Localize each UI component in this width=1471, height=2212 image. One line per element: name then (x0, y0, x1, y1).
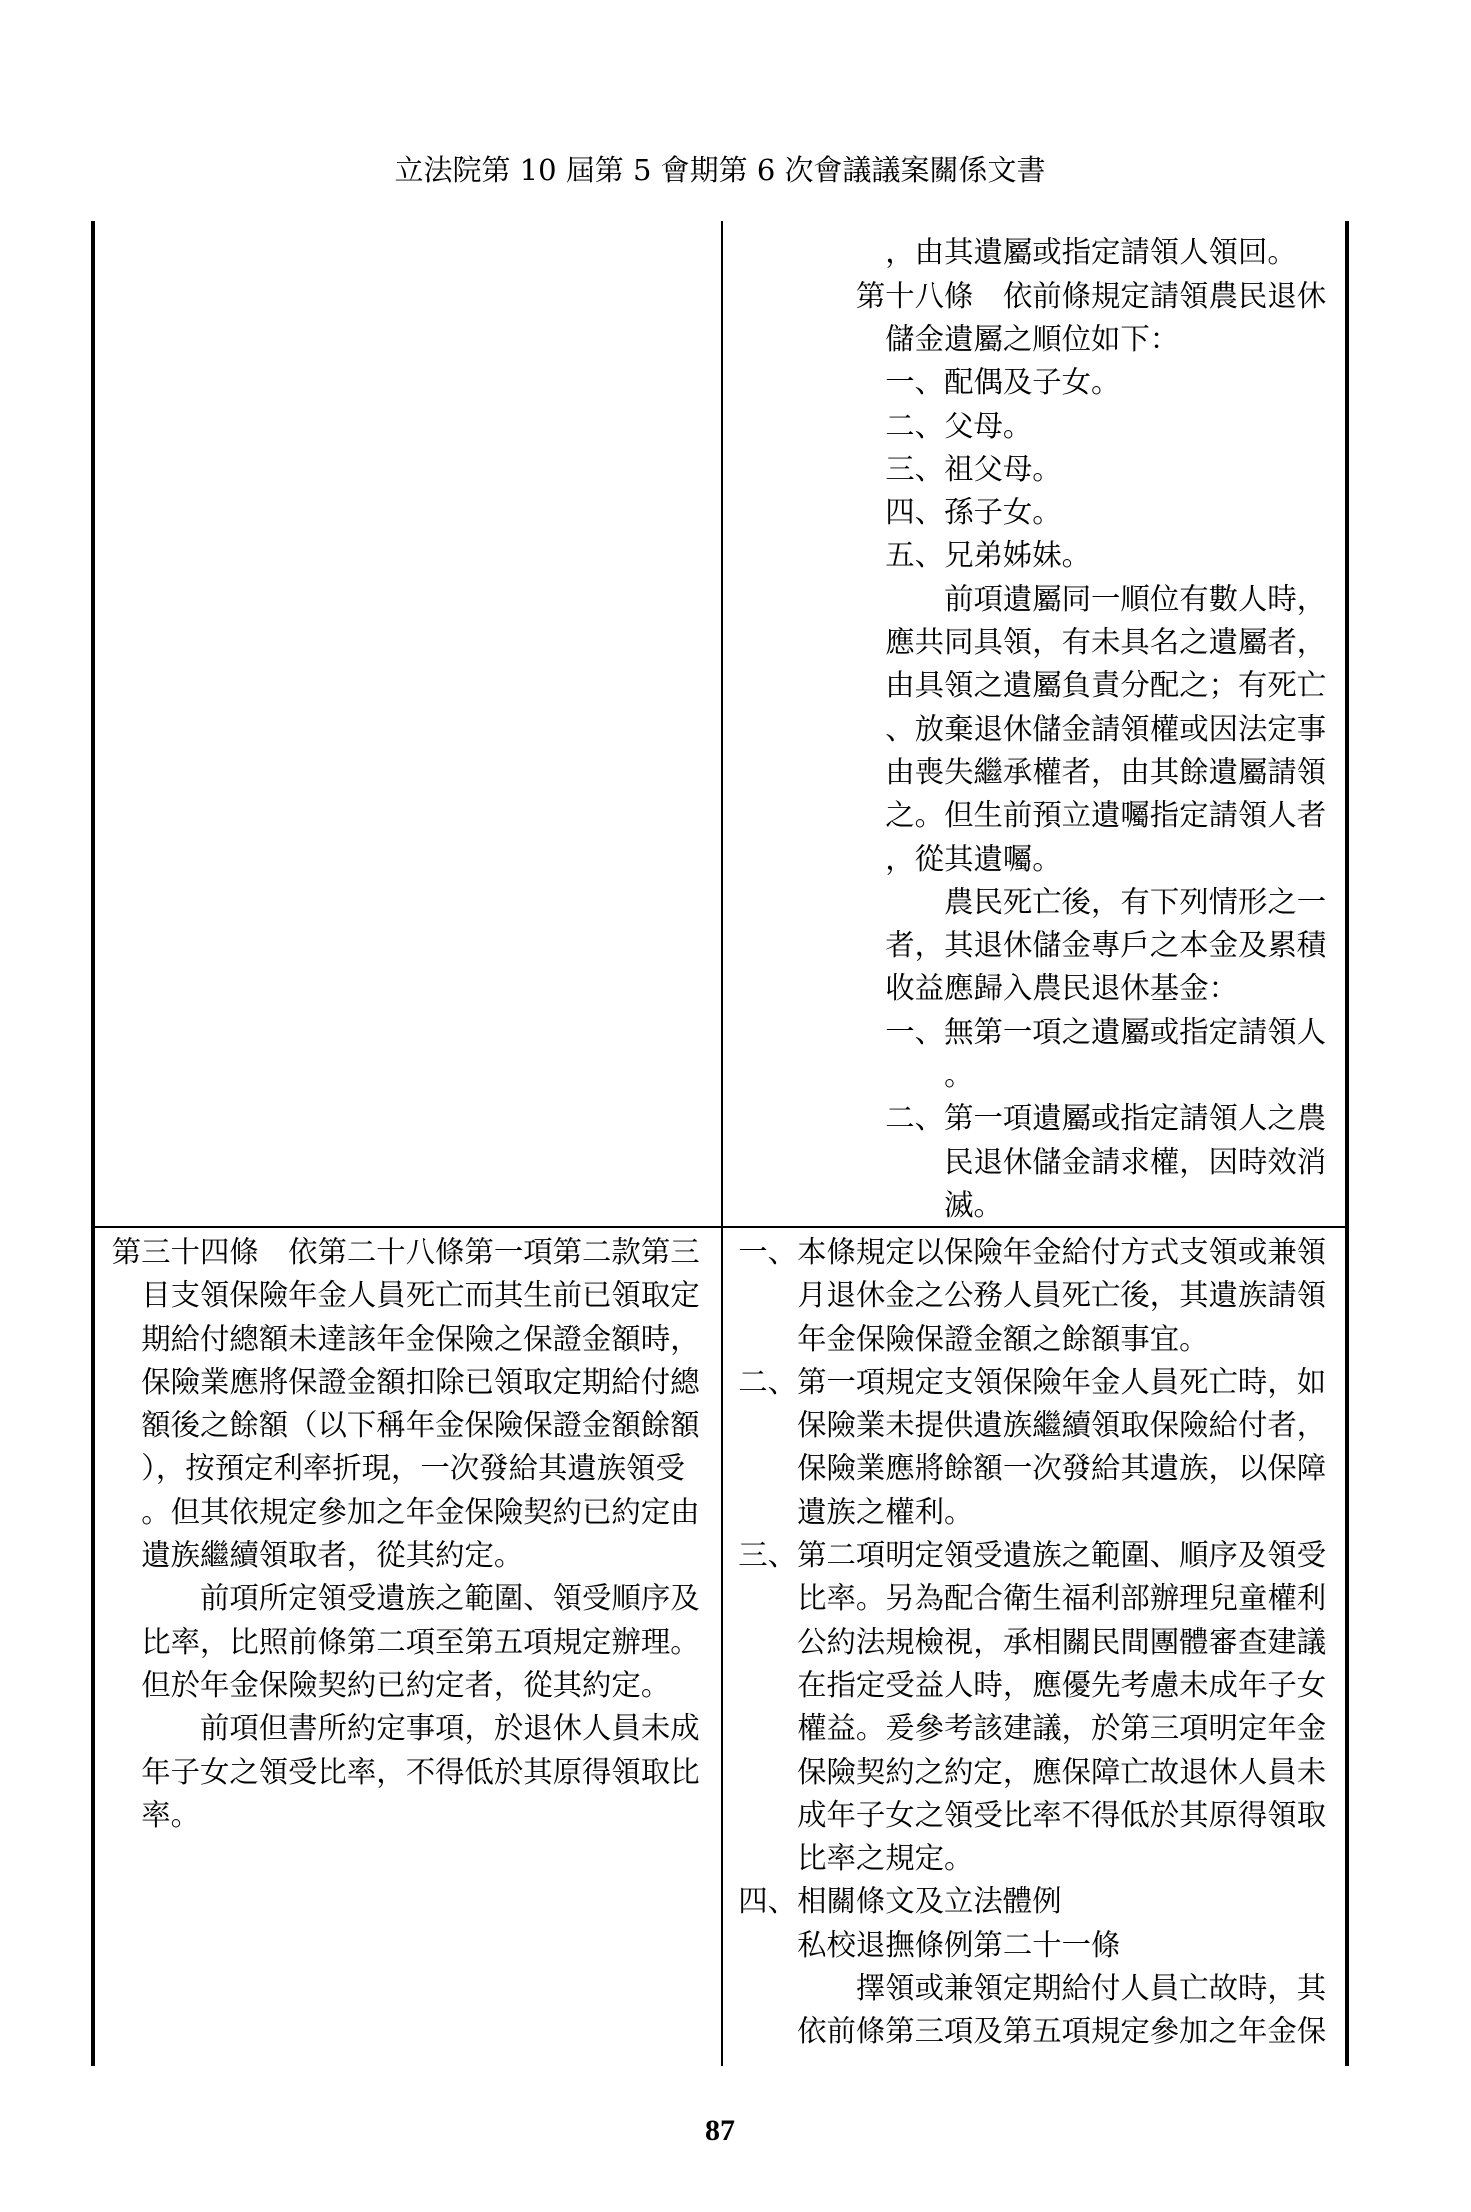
article-line: 前項所定領受遺族之範圍、領受順序及 (199, 1581, 700, 1616)
explanation-line: 私校退撫條例第二十一條 (797, 1927, 1121, 1962)
explanation-line: 一、配偶及子女。 (885, 365, 1121, 400)
explanation-line: 成年子女之領受比率不得低於其原得領取 (797, 1797, 1327, 1832)
explanation-line: 公約法規檢視，承相關民間團體審查建議 (797, 1624, 1327, 1659)
explanation-line: 第十八條 依前條規定請領農民退休 (855, 278, 1327, 313)
explanation-line: 四、孫子女。 (885, 495, 1062, 530)
explanation-line: 民退休儲金請求權，因時效消 (944, 1144, 1327, 1179)
table-cell-right (738, 231, 1343, 1227)
explanation-line: ，由其遺屬或指定請領人領回。 (885, 235, 1297, 270)
explanation-line: 滅。 (944, 1187, 1003, 1222)
explanation-line: 四、相關條文及立法體例 (738, 1884, 1062, 1919)
article-line: 額後之餘額（以下稱年金保險保證金額餘額 (141, 1408, 700, 1443)
explanation-line: 保險業未提供遺族繼續領取保險給付者， (797, 1408, 1327, 1443)
explanation-line: 比率之規定。 (797, 1841, 974, 1876)
explanation-line: 、放棄退休儲金請領權或因法定事 (885, 711, 1327, 746)
explanation-line: 二、父母。 (885, 408, 1033, 443)
table-cell-right (738, 1231, 1343, 2054)
explanation-line: 者，其退休儲金專戶之本金及累積 (885, 928, 1327, 963)
explanation-line: 二、第一項遺屬或指定請領人之農 (885, 1101, 1327, 1136)
explanation-line: 一、無第一項之遺屬或指定請領人 (885, 1014, 1327, 1049)
explanation-line: 擇領或兼領定期給付人員亡故時，其 (855, 1971, 1327, 2006)
column-divider (721, 221, 723, 2066)
explanation-line: 。 (944, 1058, 974, 1093)
explanation-line: 月退休金之公務人員死亡後，其遺族請領 (797, 1278, 1327, 1313)
article-line: 年子女之領受比率，不得低於其原得領取比 (141, 1754, 700, 1789)
explanation-line: 二、第一項規定支領保險年金人員死亡時，如 (738, 1364, 1327, 1399)
page-number: 87 (705, 2114, 735, 2147)
explanation-line: 三、第二項明定領受遺族之範圍、順序及領受 (738, 1538, 1327, 1573)
explanation-line: 依前條第三項及第五項規定參加之年金保 (797, 2014, 1327, 2049)
explanation-line: 之。但生前預立遺囑指定請領人者 (885, 798, 1327, 833)
article-line: ），按預定利率折現，一次發給其遺族領受 (141, 1451, 685, 1486)
article-line: 期給付總額未達該年金保險之保證金額時， (141, 1321, 700, 1356)
explanation-line: 儲金遺屬之順位如下： (885, 321, 1180, 356)
explanation-line: 由喪失繼承權者，由其餘遺屬請領 (885, 754, 1327, 789)
explanation-line: 比率。另為配合衛生福利部辦理兒童權利 (797, 1581, 1327, 1616)
article-line: 。但其依規定參加之年金保險契約已約定由 (141, 1494, 700, 1529)
explanation-line: 在指定受益人時，應優先考慮未成年子女 (797, 1667, 1327, 1702)
table-right-border (1345, 221, 1349, 2066)
explanation-line: 由具領之遺屬負責分配之；有死亡 (885, 668, 1327, 703)
table-cell-left (112, 1231, 717, 1837)
article-line: 第三十四條 依第二十八條第一項第二款第三 (111, 1235, 700, 1269)
article-line: 遺族繼續領取者，從其約定。 (141, 1538, 524, 1573)
article-line: 保險業應將保證金額扣除已領取定期給付總 (141, 1364, 700, 1399)
article-line: 比率，比照前條第二項至第五項規定辦理。 (141, 1624, 700, 1659)
explanation-line: 三、祖父母。 (885, 451, 1062, 486)
explanation-line: 農民死亡後，有下列情形之一 (944, 884, 1327, 919)
document-header: 立法院第 10 屆第 5 會期第 6 次會議議案關係文書 (394, 153, 1046, 187)
explanation-line: 前項遺屬同一順位有數人時， (944, 581, 1327, 616)
article-line: 率。 (141, 1797, 200, 1832)
explanation-line: 一、本條規定以保險年金給付方式支領或兼領 (738, 1235, 1327, 1269)
explanation-line: 保險契約之約定，應保障亡故退休人員未 (797, 1754, 1327, 1789)
explanation-line: 年金保險保證金額之餘額事宜。 (797, 1321, 1209, 1356)
explanation-line: 五、兄弟姊妹。 (885, 538, 1092, 573)
explanation-line: 保險業應將餘額一次發給其遺族，以保障 (797, 1451, 1327, 1486)
article-line: 但於年金保險契約已約定者，從其約定。 (141, 1667, 671, 1702)
explanation-line: 應共同具領，有未具名之遺屬者， (885, 625, 1327, 660)
explanation-line: 權益。爰參考該建議，於第三項明定年金 (797, 1711, 1327, 1746)
explanation-line: 收益應歸入農民退休基金： (885, 971, 1238, 1006)
explanation-line: 遺族之權利。 (797, 1494, 974, 1529)
table-left-border (91, 221, 95, 2066)
article-line: 目支領保險年金人員死亡而其生前已領取定 (141, 1278, 700, 1313)
article-line: 前項但書所約定事項，於退休人員未成 (199, 1711, 700, 1746)
explanation-line: ，從其遺囑。 (885, 841, 1062, 876)
